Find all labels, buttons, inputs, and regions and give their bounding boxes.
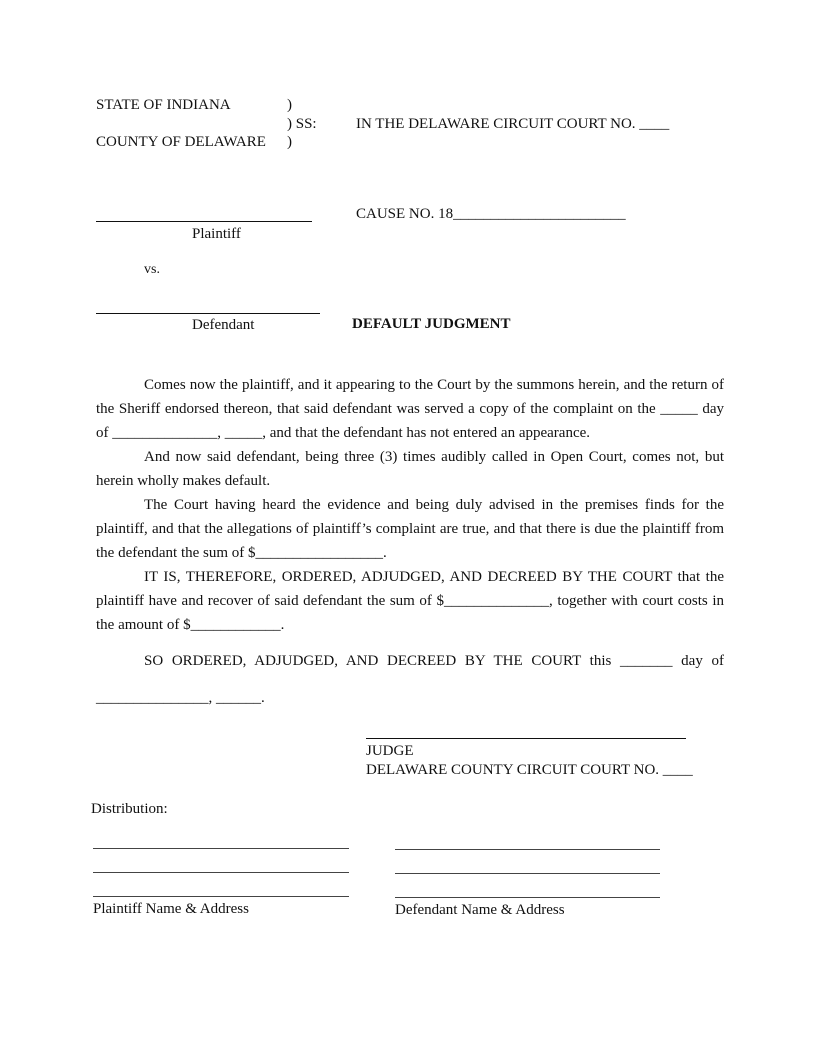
plaintiff-address-label: Plaintiff Name & Address — [93, 901, 249, 917]
defendant-address-label: Defendant Name & Address — [395, 902, 565, 918]
state-label: STATE OF INDIANA — [96, 97, 231, 113]
defendant-label: Defendant — [192, 317, 255, 333]
defendant-address-line — [395, 873, 660, 874]
defendant-address-line — [395, 897, 660, 898]
plaintiff-address-line — [93, 848, 349, 849]
document-title: DEFAULT JUDGMENT — [352, 316, 511, 332]
judge-label: JUDGE — [366, 743, 414, 759]
defendant-address-line — [395, 849, 660, 850]
body-paragraph-5: SO ORDERED, ADJUDGED, AND DECREED BY THE COURT this _______ day of — [144, 653, 724, 669]
plaintiff-line — [96, 221, 312, 222]
caption-paren-3: ) — [287, 134, 292, 150]
county-label: COUNTY OF DELAWARE — [96, 134, 266, 150]
caption-ss: ) SS: — [287, 116, 317, 132]
distribution-label: Distribution: — [91, 801, 168, 817]
court-heading: IN THE DELAWARE CIRCUIT COURT NO. ____ — [356, 116, 670, 132]
caption-paren-1: ) — [287, 97, 292, 113]
plaintiff-address-line — [93, 896, 349, 897]
versus-label: vs. — [144, 262, 160, 277]
judge-signature-line — [366, 738, 686, 739]
body-paragraph-4: IT IS, THEREFORE, ORDERED, ADJUDGED, AND DECREED BY THE COURT that the plaintiff have and recover of said defendant the sum of $______________, together with court costs in the amount of $____________. — [96, 569, 724, 633]
body-paragraph-1: Comes now the plaintiff, and it appearing to the Court by the summons herein, and the return of the Sheriff endorsed thereon, that said defendant was served a copy of the complaint on the _____ day of ______________, _____, and that the defendant has not entered an appearance. — [96, 377, 724, 441]
body-paragraph-2: And now said defendant, being three (3) times audibly called in Open Court, comes not, but herein wholly makes default. — [96, 449, 724, 489]
defendant-line — [96, 313, 320, 314]
plaintiff-address-line — [93, 872, 349, 873]
plaintiff-label: Plaintiff — [192, 226, 241, 242]
body-paragraph-3: The Court having heard the evidence and being duly advised in the premises finds for the plaintiff, and that the allegations of plaintiff’s complaint are true, and that there is due the plaintiff from the defendant the sum of $_________________. — [96, 497, 724, 561]
order-date-line: _______________, ______. — [96, 690, 265, 706]
judge-court: DELAWARE COUNTY CIRCUIT COURT NO. ____ — [366, 762, 693, 778]
cause-number: CAUSE NO. 18_______________________ — [356, 206, 626, 222]
